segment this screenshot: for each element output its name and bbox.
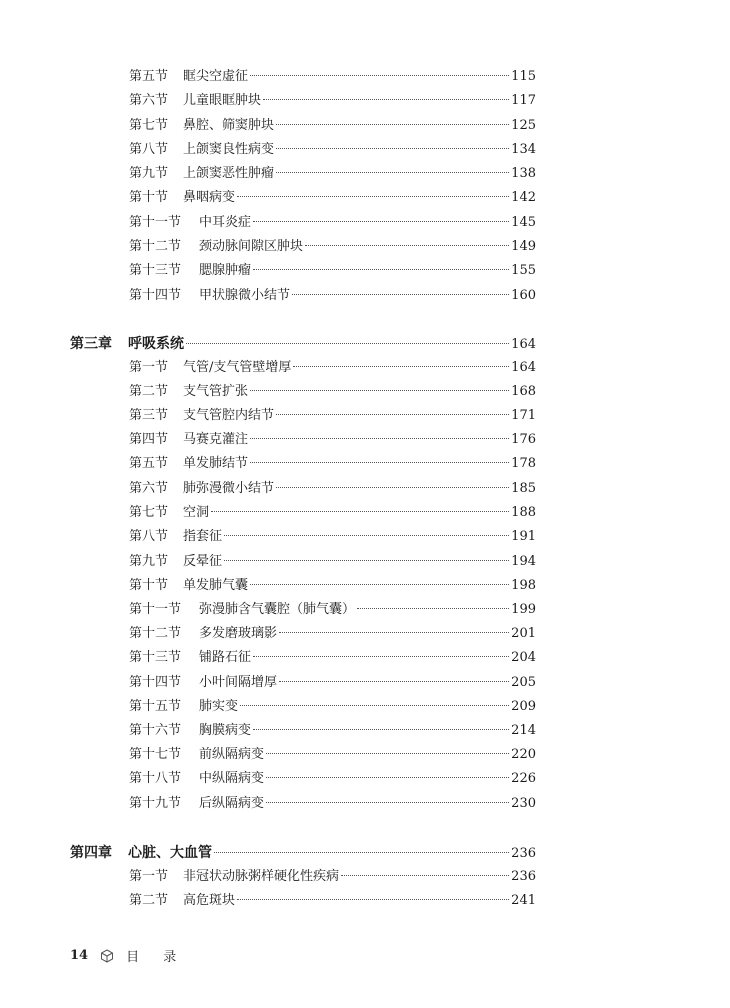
entry-number: 第三节 [129, 408, 169, 423]
entry-title: 中纵隔病变 [199, 771, 265, 786]
entry-page-number: 199 [511, 602, 536, 617]
entry-page-number: 138 [511, 166, 536, 181]
dot-leader [186, 342, 509, 344]
dot-leader [266, 752, 509, 754]
toc-section-entry[interactable] [129, 868, 536, 886]
entry-page-number: 176 [511, 432, 536, 447]
entry-page-number: 155 [511, 263, 536, 278]
entry-number: 第六节 [129, 93, 169, 108]
entry-number: 第十节 [129, 578, 169, 593]
entry-number: 第五节 [129, 456, 169, 471]
entry-title: 心脏、大血管 [128, 845, 212, 861]
dot-leader [224, 534, 509, 536]
entry-title: 小叶间隔增厚 [199, 675, 278, 690]
entry-page-number: 236 [511, 846, 536, 861]
toc-section-entry[interactable] [129, 722, 536, 740]
entry-page-number: 185 [511, 481, 536, 496]
entry-title: 支气管扩张 [183, 384, 249, 399]
toc-section-entry[interactable] [129, 214, 536, 232]
entry-number: 第一节 [129, 869, 169, 884]
entry-title: 高危斑块 [183, 893, 236, 908]
entry-title: 上颌窦恶性肿瘤 [183, 166, 275, 181]
entry-title: 反晕征 [183, 554, 223, 569]
entry-number: 第十三节 [129, 263, 182, 278]
dot-leader [341, 874, 509, 876]
entry-number: 第八节 [129, 529, 169, 544]
entry-number: 第一节 [129, 360, 169, 375]
entry-number: 第七节 [129, 505, 169, 520]
dot-leader [293, 365, 509, 367]
toc-section-entry[interactable] [129, 189, 536, 207]
dot-leader [237, 898, 509, 900]
entry-number: 第十八节 [129, 771, 182, 786]
entry-page-number: 168 [511, 384, 536, 399]
dot-leader [240, 704, 509, 706]
dot-leader [250, 583, 509, 585]
entry-title: 铺路石征 [199, 650, 252, 665]
entry-page-number: 194 [511, 554, 536, 569]
toc-section-entry[interactable] [129, 455, 536, 473]
entry-title: 前纵隔病变 [199, 747, 265, 762]
toc-section-entry[interactable] [129, 480, 536, 498]
dot-leader [276, 123, 509, 125]
entry-number: 第十节 [129, 190, 169, 205]
toc-chapter-entry[interactable] [70, 844, 536, 863]
dot-leader [279, 680, 509, 682]
dot-leader [250, 74, 509, 76]
entry-title: 非冠状动脉粥样硬化性疾病 [183, 869, 340, 884]
cube-icon [100, 949, 114, 963]
toc-section-entry[interactable] [129, 117, 536, 135]
toc-section-entry[interactable] [129, 698, 536, 716]
entry-title: 上颌窦良性病变 [183, 142, 275, 157]
entry-page-number: 164 [511, 360, 536, 375]
entry-page-number: 164 [511, 337, 536, 352]
toc-section-entry[interactable] [129, 553, 536, 571]
dot-leader [279, 631, 509, 633]
entry-number: 第十九节 [129, 796, 182, 811]
entry-title: 肺弥漫微小结节 [183, 481, 275, 496]
toc-section-entry[interactable] [129, 287, 536, 305]
entry-page-number: 204 [511, 650, 536, 665]
entry-title: 弥漫肺含气囊腔（肺气囊） [199, 602, 356, 617]
toc-section-entry[interactable] [129, 359, 536, 377]
entry-number: 第十四节 [129, 288, 182, 303]
toc-section-entry[interactable] [129, 383, 536, 401]
toc-section-entry[interactable] [129, 165, 536, 183]
entry-number: 第十一节 [129, 215, 182, 230]
dot-leader [276, 171, 509, 173]
entry-number: 第九节 [129, 554, 169, 569]
entry-page-number: 220 [511, 747, 536, 762]
entry-title: 单发肺气囊 [183, 578, 249, 593]
entry-page-number: 209 [511, 699, 536, 714]
entry-title: 空洞 [183, 505, 210, 520]
entry-number: 第八节 [129, 142, 169, 157]
footer-label: 目 录 [126, 950, 187, 965]
entry-title: 儿童眼眶肿块 [183, 93, 262, 108]
dot-leader [214, 851, 509, 853]
entry-title: 颈动脉间隙区肿块 [199, 239, 304, 254]
entry-number: 第十五节 [129, 699, 182, 714]
entry-number: 第二节 [129, 893, 169, 908]
entry-number: 第九节 [129, 166, 169, 181]
entry-title: 中耳炎症 [199, 215, 252, 230]
toc-section-entry[interactable] [129, 795, 536, 813]
dot-leader [253, 220, 509, 222]
entry-title: 支气管腔内结节 [183, 408, 275, 423]
toc-section-entry[interactable] [129, 504, 536, 522]
entry-number: 第十四节 [129, 675, 182, 690]
dot-leader [211, 510, 509, 512]
toc-section-entry[interactable] [129, 674, 536, 692]
toc-chapter-entry[interactable] [70, 335, 536, 354]
entry-page-number: 178 [511, 456, 536, 471]
dot-leader [253, 728, 509, 730]
dot-leader [253, 655, 509, 657]
dot-leader [253, 268, 509, 270]
toc-section-entry[interactable] [129, 92, 536, 110]
entry-page-number: 201 [511, 626, 536, 641]
entry-number: 第十二节 [129, 626, 182, 641]
entry-page-number: 142 [511, 190, 536, 205]
entry-title: 气管/支气管壁增厚 [183, 360, 292, 375]
toc-section-entry[interactable] [129, 770, 536, 788]
dot-leader [237, 195, 509, 197]
entry-number: 第十一节 [129, 602, 182, 617]
entry-title: 鼻腔、筛窦肿块 [183, 118, 275, 133]
entry-number: 第十七节 [129, 747, 182, 762]
dot-leader [292, 293, 509, 295]
entry-page-number: 117 [511, 93, 536, 108]
entry-title: 肺实变 [199, 699, 239, 714]
entry-title: 马赛克灌注 [183, 432, 249, 447]
entry-number: 第六节 [129, 481, 169, 496]
entry-page-number: 115 [511, 69, 536, 84]
entry-page-number: 149 [511, 239, 536, 254]
toc-section-entry[interactable] [129, 892, 536, 910]
entry-page-number: 241 [511, 893, 536, 908]
toc-section-entry[interactable] [129, 141, 536, 159]
entry-title: 甲状腺微小结节 [199, 288, 291, 303]
dot-leader [250, 437, 509, 439]
dot-leader [266, 776, 509, 778]
entry-title: 腮腺肿瘤 [199, 263, 252, 278]
toc-section-entry[interactable] [129, 407, 536, 425]
dot-leader [276, 486, 509, 488]
entry-page-number: 226 [511, 771, 536, 786]
dot-leader [276, 147, 509, 149]
entry-page-number: 145 [511, 215, 536, 230]
page-footer [70, 946, 186, 965]
entry-number: 第十二节 [129, 239, 182, 254]
entry-number: 第二节 [129, 384, 169, 399]
entry-page-number: 198 [511, 578, 536, 593]
entry-page-number: 205 [511, 675, 536, 690]
dot-leader [266, 801, 509, 803]
entry-number: 第十六节 [129, 723, 182, 738]
dot-leader [250, 461, 509, 463]
dot-leader [224, 559, 509, 561]
dot-leader [276, 413, 509, 415]
toc-section-entry[interactable] [129, 431, 536, 449]
toc-section-entry[interactable] [129, 577, 536, 595]
entry-title: 鼻咽病变 [183, 190, 236, 205]
entry-number: 第十三节 [129, 650, 182, 665]
toc-section-entry[interactable] [129, 68, 536, 86]
entry-title: 单发肺结节 [183, 456, 249, 471]
footer-page-number: 14 [70, 948, 89, 963]
entry-page-number: 236 [511, 869, 536, 884]
entry-page-number: 134 [511, 142, 536, 157]
dot-leader [250, 389, 509, 391]
entry-title: 指套征 [183, 529, 223, 544]
toc-section-entry[interactable] [129, 238, 536, 256]
entry-number: 第四章 [70, 845, 112, 861]
toc-section-entry[interactable] [129, 625, 536, 643]
entry-page-number: 191 [511, 529, 536, 544]
entry-page-number: 160 [511, 288, 536, 303]
entry-page-number: 214 [511, 723, 536, 738]
entry-number: 第五节 [129, 69, 169, 84]
toc-section-entry[interactable] [129, 746, 536, 764]
dot-leader [305, 244, 509, 246]
entry-page-number: 125 [511, 118, 536, 133]
dot-leader [357, 607, 509, 609]
entry-title: 呼吸系统 [128, 336, 184, 352]
entry-title: 胸膜病变 [199, 723, 252, 738]
toc-section-entry[interactable] [129, 649, 536, 667]
entry-page-number: 188 [511, 505, 536, 520]
dot-leader [263, 98, 509, 100]
entry-page-number: 230 [511, 796, 536, 811]
entry-page-number: 171 [511, 408, 536, 423]
entry-number: 第四节 [129, 432, 169, 447]
entry-number: 第三章 [70, 336, 112, 352]
entry-title: 眶尖空虚征 [183, 69, 249, 84]
toc-section-entry[interactable] [129, 262, 536, 280]
entry-title: 多发磨玻璃影 [199, 626, 278, 641]
toc-section-entry[interactable] [129, 601, 536, 619]
entry-number: 第七节 [129, 118, 169, 133]
entry-title: 后纵隔病变 [199, 796, 265, 811]
toc-section-entry[interactable] [129, 528, 536, 546]
